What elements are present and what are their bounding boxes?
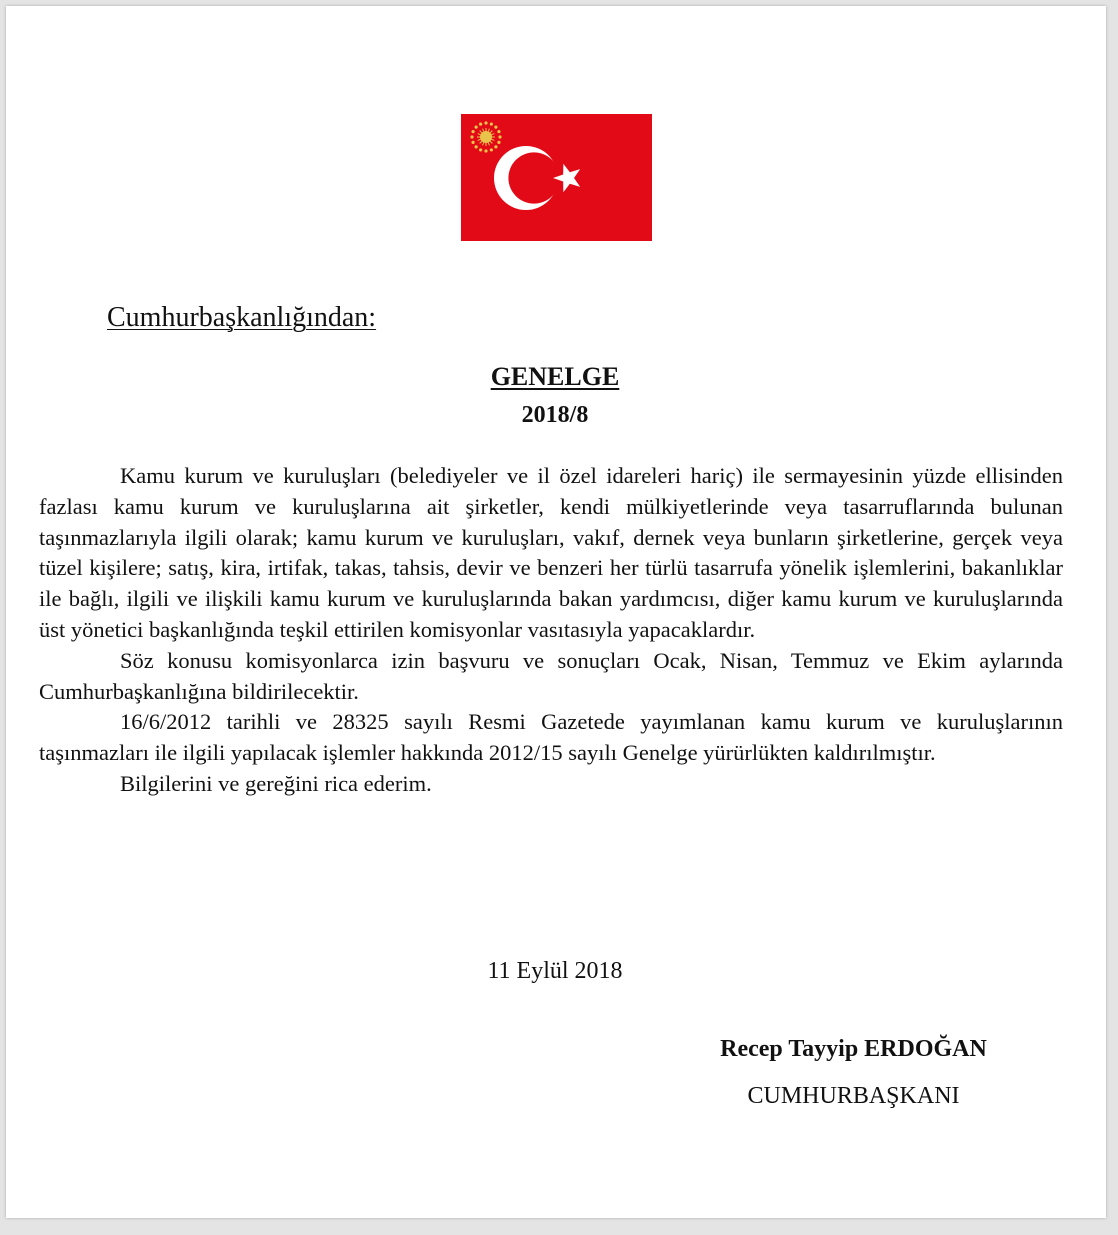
seal-star bbox=[497, 141, 500, 144]
crescent-inner-disc bbox=[508, 152, 559, 203]
seal-star bbox=[471, 141, 474, 144]
seal-star bbox=[470, 135, 473, 138]
document-page bbox=[6, 6, 1106, 1218]
turkish-flag-icon bbox=[461, 114, 652, 241]
seal-star bbox=[475, 126, 478, 129]
document-number: 2018/8 bbox=[521, 402, 589, 428]
document-date: 11 Eylül 2018 bbox=[487, 958, 623, 984]
seal-star bbox=[494, 145, 497, 148]
seal-sun bbox=[480, 131, 492, 143]
body-paragraph: 16/6/2012 tarihli ve 28325 sayılı Resmi Gazetede yayımlanan kamu kurum ve kuruluşlarının taşınmazları ile ilgili yapılacak işlemler hakkında 2012/15 sayılı Genelge yürürlükten kaldırılmıştır. bbox=[39, 709, 1063, 766]
document-type-title: GENELGE bbox=[490, 362, 620, 391]
issuer-heading: Cumhurbaşkanlığından: bbox=[107, 302, 377, 333]
document-body bbox=[39, 461, 1063, 800]
seal-star bbox=[479, 148, 482, 151]
seal-star bbox=[484, 121, 487, 124]
signatory-title: CUMHURBAŞKANI bbox=[747, 1083, 960, 1109]
seal-star bbox=[490, 148, 493, 151]
seal-star bbox=[490, 122, 493, 125]
flag-graphic bbox=[461, 114, 652, 241]
seal-star bbox=[494, 126, 497, 129]
seal-star bbox=[475, 145, 478, 148]
body-paragraph: Kamu kurum ve kuruluşları (belediyeler ve il özel idareleri hariç) ile sermayesinin yüzde ellisinden fazlası kamu kurum ve kuruluşlarına ait şirketler, kendi mülkiyetlerinde veya tasarruflarında bulunan taşınmazlarıyla ilgili olarak; kamu kurum ve kuruluşları, vakıf, dernek veya bunların şirketlerine, gerçek veya tüzel kişilere; satış, kira, irtifak, takas, tahsis, devir ve benzeri her türlü tasarrufa yönelik işlemlerini, bakanlıklar ile bağlı, ilgili ve ilişkili kamu kurum ve kuruluşlarında bakan yardımcısı, diğer kamu kurum ve kuruluşlarında üst yönetici başkanlığında teşkil ettirilen komisyonlar vasıtasıyla yapacaklardır. bbox=[39, 463, 1063, 642]
seal-star bbox=[498, 135, 501, 138]
seal-star bbox=[479, 122, 482, 125]
body-paragraph: Bilgilerini ve gereğini rica ederim. bbox=[120, 770, 432, 796]
seal-star bbox=[484, 149, 487, 152]
seal-star bbox=[471, 130, 474, 133]
signatory-name: Recep Tayyip ERDOĞAN bbox=[720, 1036, 987, 1062]
body-paragraph: Söz konusu komisyonlarca izin başvuru ve sonuçları Ocak, Nisan, Temmuz ve Ekim aylarında Cumhurbaşkanlığına bildirilecektir. bbox=[39, 647, 1063, 704]
seal-star bbox=[497, 130, 500, 133]
